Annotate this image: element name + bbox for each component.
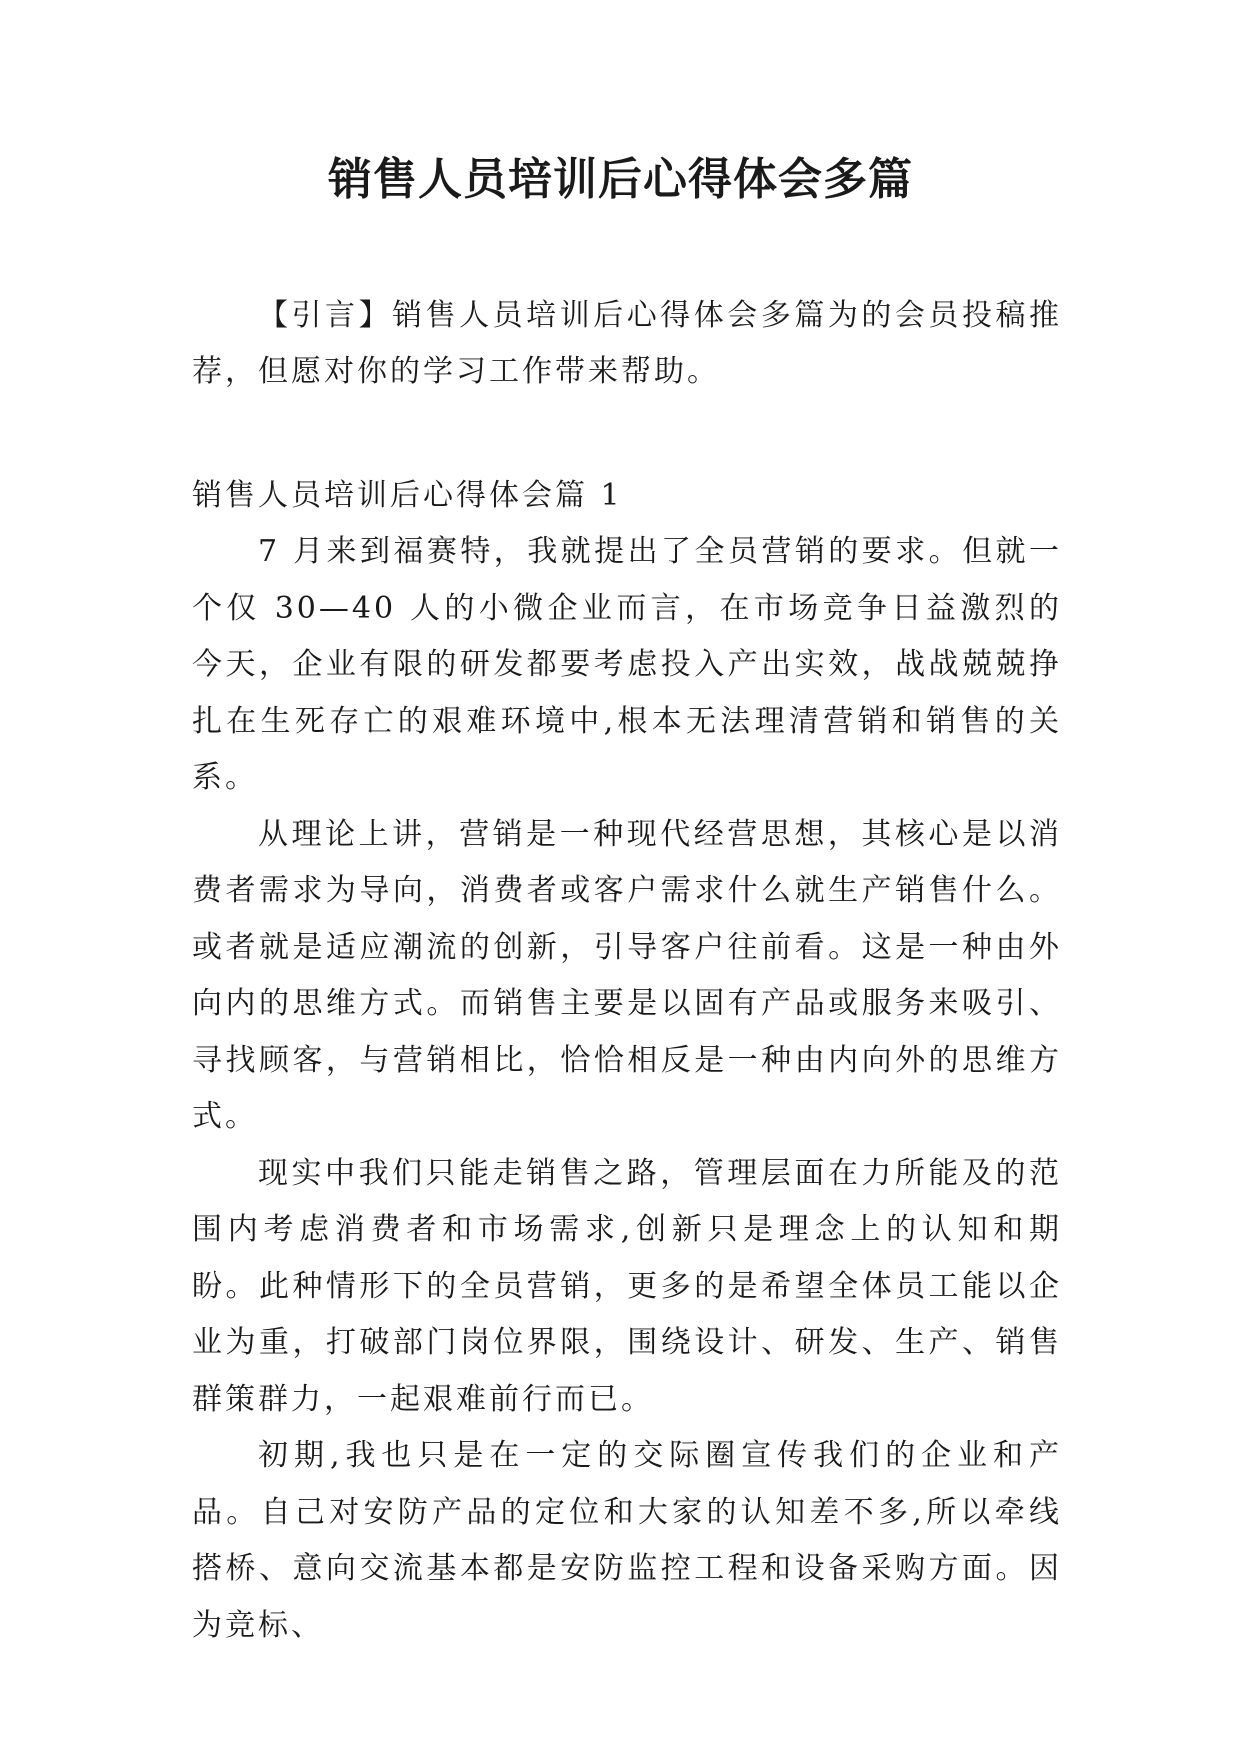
intro-paragraph: 【引言】销售人员培训后心得体会多篇为的会员投稿推荐，但愿对你的学习工作带来帮助。: [192, 298, 1062, 389]
body-paragraph-2: 从理论上讲，营销是一种现代经营思想，其核心是以消费者需求为导向，消费者或客户需求什么就生产销售什么。或者就是适应潮流的创新，引导客户往前看。这是一种由外向内的思维方式。而销售主要是以固有产品或服务来吸引、寻找顾客，与营销相比，恰恰相反是一种由内向外的思维方式。: [192, 816, 1062, 1134]
intro-block: [192, 288, 1062, 400]
section-heading: 销售人员培训后心得体会篇 1: [192, 478, 623, 513]
body-paragraph-3: 现实中我们只能走销售之路，管理层面在力所能及的范围内考虑消费者和市场需求,创新只是理念上的认知和期盼。此种情形下的全员营销，更多的是希望全体员工能以企业为重，打破部门岗位界限，围绕设计、研发、生产、销售群策群力，一起艰难前行而已。: [192, 1155, 1062, 1417]
document-title: 销售人员培训后心得体会多篇: [328, 154, 913, 205]
body-paragraph-4: 初期,我也只是在一定的交际圈宣传我们的企业和产品。自己对安防产品的定位和大家的认知差不多,所以牵线搭桥、意向交流基本都是安防监控工程和设备采购方面。因为竞标、: [192, 1438, 1062, 1643]
body-paragraph-1: 7 月来到福赛特，我就提出了全员营销的要求。但就一个仅 30—40 人的小微企业而言，在市场竞争日益激烈的今天，企业有限的研发都要考虑投入产出实效，战战兢兢挣扎在生死存亡的艰难环境中,根本无法理清营销和销售的关系。: [192, 534, 1062, 795]
article-body: [192, 524, 1062, 1654]
